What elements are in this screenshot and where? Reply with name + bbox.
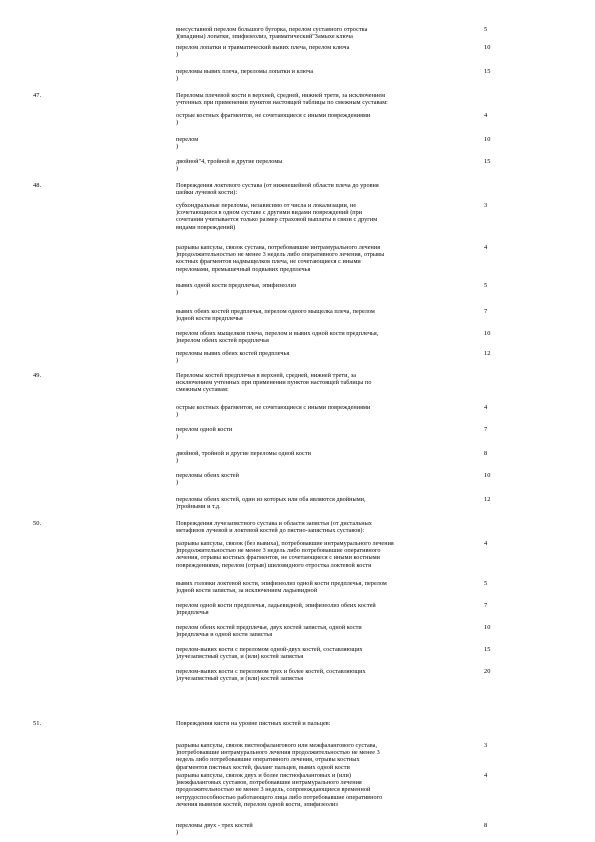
payout-percent: 15 xyxy=(484,646,491,653)
payout-percent: 10 xyxy=(484,624,491,631)
payout-percent: 7 xyxy=(484,602,488,609)
payout-percent: 8 xyxy=(484,450,488,457)
injury-description: перелом обеих костей предплечья, двух костей запястья, одной кости )предплечья и одной кости запястья xyxy=(176,624,362,639)
section-heading: Переломы костей предплечья в верхней, средней, нижней трети, за исключением учтенных при применении пунктов настоящей таблицы по смежным суставам: xyxy=(176,372,372,394)
injury-description: разрывы капсулы, связок пястнофалангового или межфалангового сустава, )потребовавшие интрамурального лечения продолжительностью не менее 3 недель либо потребовавшие оперативного лечения, отрывы костных фрагментов пястных костей, фаланг пальцев, вывих одной кости xyxy=(176,742,380,771)
injury-description: внесуставной перелом большого бугорка, перелом суставного отростка )(впадины) лопатки, эпифизеолиз, травматический"Замыхе ключа xyxy=(176,26,368,41)
payout-percent: 15 xyxy=(484,158,491,165)
section-number: 51. xyxy=(33,720,42,727)
injury-description: вывих обеих костей предплечья, перелом одного мыщелка плеча, перелом )одной кости предплечья xyxy=(176,308,375,323)
injury-description: субхондральные переломы, независимо от числа и локализации, не )сочетающиеся в одном суставе с другими видами повреждений (при сочетании учитывается только размер страховой выплаты в связи с другим видами повреждений) xyxy=(176,202,378,231)
section-number: 47. xyxy=(33,92,42,99)
payout-percent: 4 xyxy=(484,772,488,779)
injury-description: острые костных фрагментов, не сочетающиеся с иными повреждениями ) xyxy=(176,112,371,127)
payout-percent: 3 xyxy=(484,202,488,209)
payout-percent: 5 xyxy=(484,282,488,289)
payout-percent: 4 xyxy=(484,540,488,547)
payout-percent: 7 xyxy=(484,426,488,433)
payout-percent: 10 xyxy=(484,136,491,143)
injury-description: двойной"4, тройной и другие переломы ) xyxy=(176,158,283,173)
payout-percent: 3 xyxy=(484,742,488,749)
payout-percent: 4 xyxy=(484,244,488,251)
section-number: 50. xyxy=(33,520,42,527)
injury-description: переломы вывих обеих костей предплечья ) xyxy=(176,350,290,365)
injury-description: двойной, тройной и другие переломы одной кости ) xyxy=(176,450,311,465)
injury-description: разрывы капсулы, связок двух и более пястнофаланговых и (или) )межфаланговых суставов, потребовавшие интрамурального лечения продолжительностью не менее 3 недель, сопровождающиеся временной нетрудоспособностью работающего лица либо потребовавшие оперативного лечения вывихов костей, перелом одной кости, эпифизеолиз xyxy=(176,772,383,808)
injury-description: переломы двух - трех костей ) xyxy=(176,822,253,837)
injury-description: перелом одной кости предплечья, ладьевидной, эпифизеолиз обеих костей )предплечья xyxy=(176,602,376,617)
injury-description: острые костных фрагментов, не сочетающиеся с иными повреждениями ) xyxy=(176,404,371,419)
injury-description: перелом-вывих кости с переломом трех и более костей, составляющих )лучезапястный сустав, и (или) костей запястья xyxy=(176,668,366,683)
section-number: 48. xyxy=(33,182,42,189)
injury-description: перелом обоих мыщелков плеча, перелом и вывих одной кости предплечья, )перелом обеих костей предплечья xyxy=(176,330,379,345)
injury-description: перелом-вывих кости с переломом одной-двух костей, составляющих )лучезапястный сустав, и (или) костей запястья xyxy=(176,646,363,661)
payout-percent: 5 xyxy=(484,580,488,587)
injury-description: вывих одной кости предплечья, эпифизеолиз ) xyxy=(176,282,297,297)
payout-percent: 20 xyxy=(484,668,491,675)
injury-description: переломы обеих костей, один из которых или оба являются двойными, )тройными и т.д. xyxy=(176,496,366,511)
payout-percent: 10 xyxy=(484,44,491,51)
section-heading: Переломы плечевой кости в верхней, средней, нижней трети, за исключением учтенных при применении пунктов настоящей таблицы по смежным суставам: xyxy=(176,92,388,107)
payout-percent: 4 xyxy=(484,404,488,411)
section-number: 49. xyxy=(33,372,42,379)
injury-description: вывих головки локтевой кости, эпифизеолиз одной кости предплечья, перелом )одной кости запястья, за исключением ладьевидной xyxy=(176,580,387,595)
injury-description: переломы вывих плеча, переломы лопатки и ключа ) xyxy=(176,68,314,83)
payout-percent: 15 xyxy=(484,68,491,75)
section-heading: Повреждения кисти на уровне пястных костей и пальцев: xyxy=(176,720,331,727)
payout-percent: 7 xyxy=(484,308,488,315)
injury-description: перелом одной кости ) xyxy=(176,426,233,441)
injury-description: разрывы капсулы, связок сустава, потребовавшие интрамурального лечения )продолжительностью не менее 3 недель либо оперативного лечения, отрывы костных фрагментов надмыщелков плеча, не сочетающиеся с иными переломами, премышечный подвывих предплечья xyxy=(176,244,385,273)
payout-percent: 12 xyxy=(484,496,491,503)
payout-percent: 10 xyxy=(484,472,491,479)
payout-percent: 12 xyxy=(484,350,491,357)
payout-percent: 5 xyxy=(484,26,488,33)
injury-description: разрывы капсулы, связок (без вывиха), потребовавшие интрамурального лечения )продолжительностью не менее 3 недель либо потребовавшие оперативного лечения, отрывы костных фрагментов, не сочетающиеся с иными костными повреждениями, перелом (отрыв) шиловидного отростка локтевой кости xyxy=(176,540,394,569)
section-heading: Повреждения локтевого сустава (от нижнешейной области плеча до уровня шейки лучевой кости): xyxy=(176,182,379,197)
payout-percent: 4 xyxy=(484,112,488,119)
injury-description: переломы обеих костей ) xyxy=(176,472,239,487)
injury-description: перелом ) xyxy=(176,136,199,151)
injury-description: перелом лопатки и травматический вывих плеча, перелом ключа ) xyxy=(176,44,350,59)
payout-percent: 8 xyxy=(484,822,488,829)
payout-percent: 10 xyxy=(484,330,491,337)
section-heading: Повреждения лучезапястного сустава и области запястья (от дистальных метафизов лучевой и локтевой костей до пястно-запястных суставов): xyxy=(176,520,372,535)
